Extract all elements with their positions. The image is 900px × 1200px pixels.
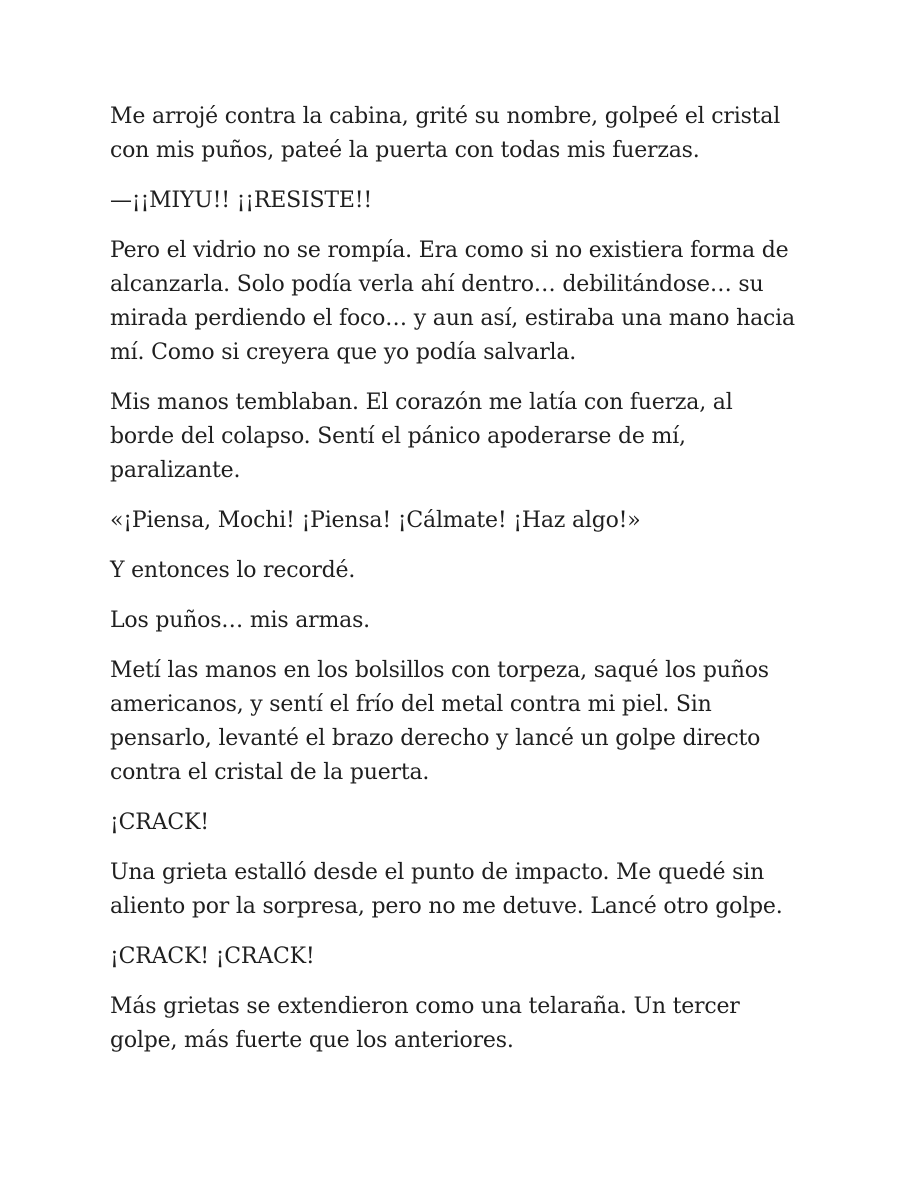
paragraph: «¡Piensa, Mochi! ¡Piensa! ¡Cálmate! ¡Haz algo!»	[110, 508, 641, 533]
paragraph: Más grietas se extendieron como una telaraña. Un tercer golpe, más fuerte que los anteriores.	[110, 994, 740, 1053]
paragraph: Una grieta estalló desde el punto de impacto. Me quedé sin aliento por la sorpresa, pero no me detuve. Lancé otro golpe.	[110, 860, 783, 919]
paragraph: Y entonces lo recordé.	[110, 558, 356, 583]
paragraph: —¡¡MIYU!! ¡¡RESISTE!!	[110, 188, 372, 213]
paragraph: Pero el vidrio no se rompía. Era como si no existiera forma de alcanzarla. Solo podía verla ahí dentro… debilitándose… su mirada perdiendo el foco… y aun así, estiraba una mano hacia mí. Como si creyera que yo podía salvarla.	[110, 238, 795, 365]
paragraph: Me arrojé contra la cabina, grité su nombre, golpeé el cristal con mis puños, pateé la puerta con todas mis fuerzas.	[110, 104, 781, 163]
paragraph: ¡CRACK!	[110, 810, 209, 835]
document-page	[110, 100, 800, 1074]
paragraph: Los puños… mis armas.	[110, 608, 370, 633]
paragraph: ¡CRACK! ¡CRACK!	[110, 944, 315, 969]
paragraph: Mis manos temblaban. El corazón me latía con fuerza, al borde del colapso. Sentí el pánico apoderarse de mí, paralizante.	[110, 390, 733, 483]
paragraph: Metí las manos en los bolsillos con torpeza, saqué los puños americanos, y sentí el frío del metal contra mi piel. Sin pensarlo, levanté el brazo derecho y lancé un golpe directo contra el cristal de la puerta.	[110, 658, 769, 785]
